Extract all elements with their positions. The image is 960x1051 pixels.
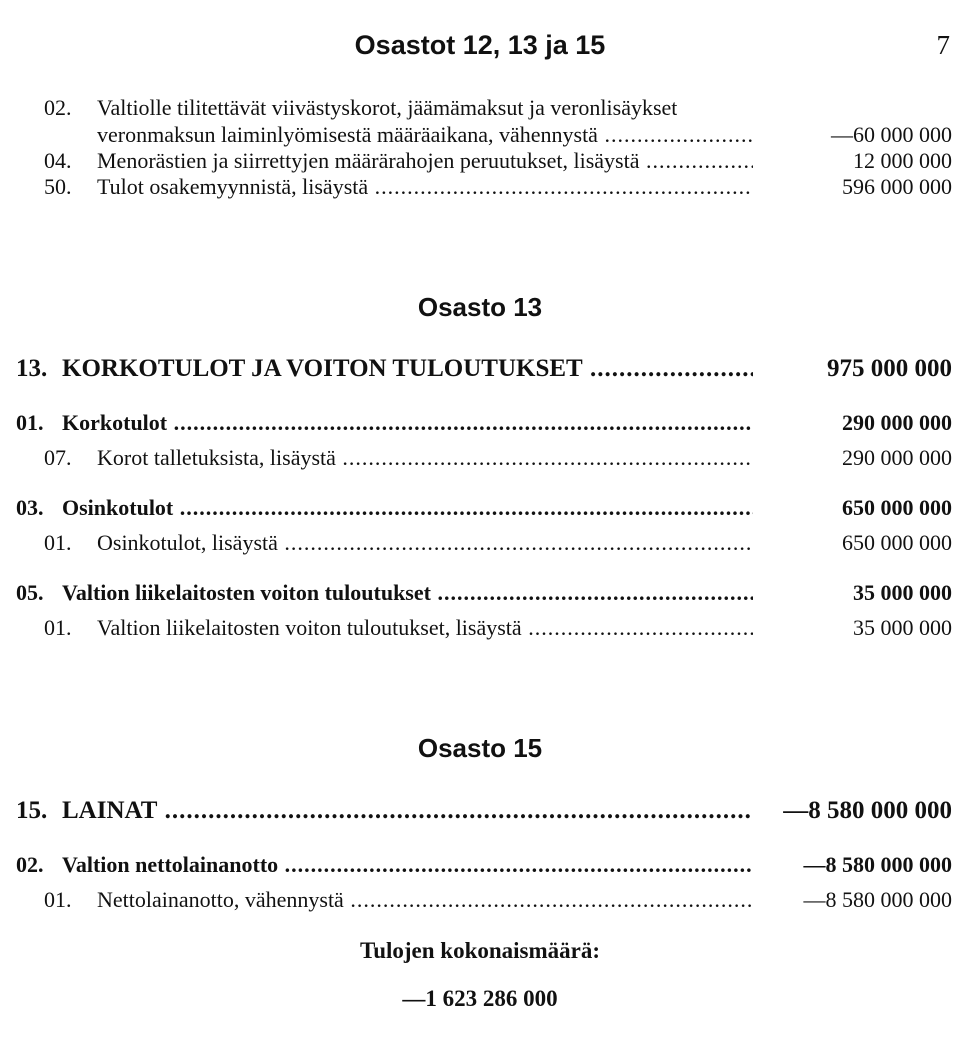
subitem-row [0, 615, 960, 645]
page-number: 7 [936, 30, 950, 60]
total-amount: —1 623 286 000 [402, 986, 558, 1011]
main-amount: 975 000 000 [827, 355, 952, 382]
total-label: Tulojen kokonaismäärä: [359, 938, 601, 963]
group-row [0, 580, 960, 610]
main-number: 13. [16, 355, 48, 382]
item-label: veronmaksun laiminlyömisestä määräaikana, vähennystä ..... [97, 122, 753, 148]
subitem-amount: 35 000 000 [853, 615, 952, 640]
main-title-row [0, 355, 960, 385]
item-label: Valtiolle tilitettävät viivästyskorot, jäämämaksut ja veronlisäykset [97, 95, 678, 120]
subitem-number: 01. [44, 887, 72, 912]
item-number: 04. [44, 148, 72, 173]
main-amount: —8 580 000 000 [783, 797, 952, 824]
subitem-label: Valtion liikelaitosten voiton tuloutukset, lisäystä ..... [97, 615, 753, 641]
group-row [0, 852, 960, 882]
group-number: 03. [16, 495, 44, 520]
item-label: Menorästien ja siirrettyjen määrärahojen peruutukset, lisäystä ..... [97, 148, 753, 174]
section-title: Osasto 13 [417, 292, 543, 322]
subitem-amount: 290 000 000 [842, 445, 952, 470]
group-amount: 35 000 000 [853, 580, 952, 605]
item-row [0, 95, 960, 125]
group-label: Valtion nettolainanotto ..... [62, 852, 753, 878]
item-number: 50. [44, 174, 72, 199]
subitem-row [0, 530, 960, 560]
item-amount: —60 000 000 [831, 122, 952, 147]
group-amount: 650 000 000 [842, 495, 952, 520]
subitem-label: Korot talletuksista, lisäystä ..... [97, 445, 753, 471]
group-amount: —8 580 000 000 [803, 852, 952, 877]
group-row [0, 410, 960, 440]
group-label: Valtion liikelaitosten voiton tuloutukset ..... [62, 580, 753, 606]
subitem-label: Nettolainanotto, vähennystä ..... [97, 887, 753, 913]
item-number: 02. [44, 95, 72, 120]
subitem-amount: 650 000 000 [842, 530, 952, 555]
group-label: Osinkotulot ..... [62, 495, 753, 521]
section-title: Osasto 15 [417, 733, 543, 763]
subitem-row [0, 445, 960, 475]
subitem-row [0, 887, 960, 917]
group-number: 01. [16, 410, 44, 435]
subitem-number: 01. [44, 615, 72, 640]
subitem-number: 07. [44, 445, 72, 470]
item-label: Tulot osakemyynnistä, lisäystä ..... [97, 174, 753, 200]
item-row [0, 174, 960, 204]
subitem-label: Osinkotulot, lisäystä ..... [97, 530, 753, 556]
item-amount: 596 000 000 [842, 174, 952, 199]
main-title-row [0, 797, 960, 827]
subitem-amount: —8 580 000 000 [803, 887, 952, 912]
group-number: 05. [16, 580, 44, 605]
main-label: KORKOTULOT JA VOITON TULOUTUKSET ..... [62, 355, 753, 383]
subitem-number: 01. [44, 530, 72, 555]
group-amount: 290 000 000 [842, 410, 952, 435]
item-amount: 12 000 000 [853, 148, 952, 173]
group-number: 02. [16, 852, 44, 877]
main-number: 15. [16, 797, 48, 824]
group-label: Korkotulot ..... [62, 410, 753, 436]
main-label: LAINAT ..... [62, 797, 753, 825]
group-row [0, 495, 960, 525]
page-header-title: Osastot 12, 13 ja 15 [354, 30, 606, 60]
